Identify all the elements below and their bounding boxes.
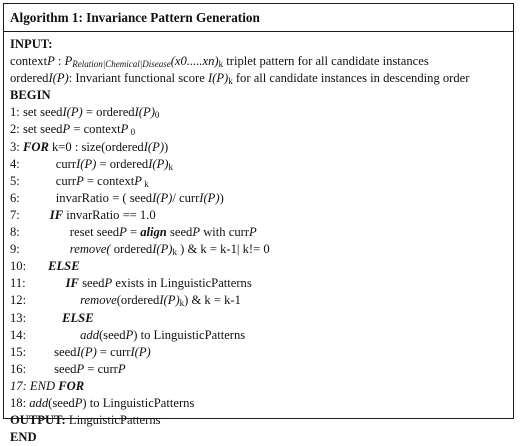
algo-line-16: 16: seedP = currP — [10, 361, 126, 376]
algo-line-11: 11: IF seedP exists in LinguisticPatterns — [10, 276, 252, 291]
algo-line-5: 5: currP = contextP $_k$ — [10, 173, 149, 189]
algo-line-6: 6: invarRatio = ( seedI(P)/ currI(P)) — [10, 190, 224, 205]
output-line: OUTPUT: LinguisticPatterns — [10, 413, 161, 428]
end-keyword: END — [10, 430, 37, 445]
input-line-context: contextP : $PRelation|Chemical|Disease(x0.....xn)_k$ triplet pattern for all candidate instances — [10, 54, 429, 70]
algo-line-12: 12: $remove(orderedI(P)_k)$ & k = k-1 — [10, 293, 241, 309]
algo-line-17: 17: END FOR — [10, 378, 85, 393]
input-line-ordered: orderedI(P): Invariant functional score $I(P)_k$ for all candidate instances in descending order — [10, 71, 470, 87]
algo-line-7: 7: IF invarRatio == 1.0 — [10, 207, 156, 222]
algo-line-18: 18: add(seedP) to LinguisticPatterns — [10, 395, 195, 410]
algo-line-3: 3: FOR k=0 : size(orderedI(P)) — [10, 139, 169, 154]
algo-line-9: 9: remove( $orderedI(P)_k$ ) & k = k-1| k!= 0 — [10, 242, 270, 258]
algo-line-8: 8: reset seedP = align seedP with currP — [10, 225, 257, 240]
begin-keyword: BEGIN — [10, 88, 51, 103]
algo-line-13: 13: ELSE — [10, 310, 94, 325]
algorithm-body — [4, 32, 513, 446]
algo-line-15: 15: seedI(P) = currI(P) — [10, 344, 151, 359]
algo-line-2: 2: set seedP = contextP $_0$ — [10, 122, 136, 138]
algo-line-10: 10: ELSE — [10, 259, 80, 274]
input-label: INPUT: — [10, 37, 53, 51]
algorithm-title: Algorithm 1: Invariance Pattern Generation — [4, 4, 513, 32]
algorithm-box — [3, 3, 514, 445]
algo-line-1: 1: set seedI(P) = $orderedI(P)_0$ — [10, 105, 160, 121]
algo-line-4: 4: currI(P) = $orderedI(P)_k$ — [10, 156, 173, 172]
algo-line-14: 14: add(seedP) to LinguisticPatterns — [10, 327, 246, 342]
